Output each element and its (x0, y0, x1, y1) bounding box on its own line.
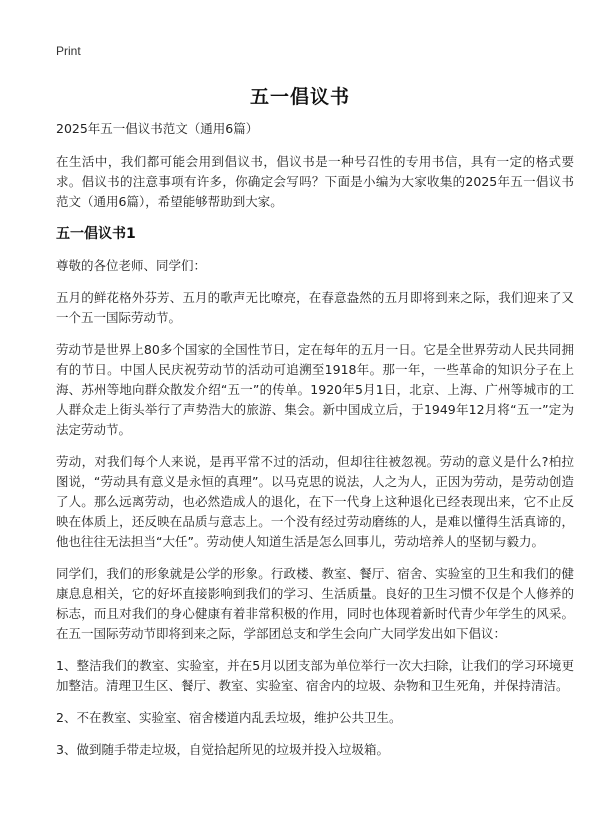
body-paragraph: 劳动节是世界上80多个国家的全国性节日，定在每年的五月一日。它是全世界劳动人民共同拥有的节日。中国人民庆祝劳动节的活动可追溯至1918年。那一年，一些革命的知识分子在上海、苏州等地向群众散发介绍“五一”的传单。1920年5月1日，北京、上海、广州等城市的工人群众走上街头举行了声势浩大的旅游、集会。新中国成立后，于1949年12月将“五一”定为法定劳动节。 (56, 342, 574, 437)
section-heading: 五一倡议书1 (56, 226, 136, 242)
greeting: 尊敬的各位老师、同学们： (56, 258, 207, 273)
proposal-item: 3、做到随手带走垃圾，自觉拾起所见的垃圾并投入垃圾箱。 (56, 742, 389, 757)
document-body (56, 120, 574, 772)
document-subtitle: 2025年五一倡议书范文（通用6篇） (56, 121, 259, 136)
body-paragraph: 同学们，我们的形象就是公学的形象。行政楼、教室、餐厅、宿舍、实验室的卫生和我们的健康息息相关，它的好坏直接影响到我们的学习、生活质量。良好的卫生习惯不仅是个人修养的标志，而且对我们的身心健康有着非常积极的作用，同时也体现着新时代青少年学生的风采。在五一国际劳动节即将到来之际，学部团总支和学生会向广大同学发出如下倡议： (56, 566, 574, 641)
body-paragraph: 五月的鲜花格外芬芳、五月的歌声无比嘹亮，在春意盎然的五月即将到来之际，我们迎来了又一个五一国际劳动节。 (56, 290, 574, 325)
print-link[interactable]: Print (56, 44, 81, 58)
page-title: 五一倡议书 (249, 86, 350, 108)
intro-paragraph: 在生活中，我们都可能会用到倡议书，倡议书是一种号召性的专用书信，具有一定的格式要求。倡议书的注意事项有许多，你确定会写吗？下面是小编为大家收集的2025年五一倡议书范文（通用6篇），希望能够帮助到大家。 (56, 154, 574, 209)
proposal-item: 1、整洁我们的教室、实验室，并在5月以团支部为单位举行一次大扫除，让我们的学习环境更加整洁。清理卫生区、餐厅、教室、实验室、宿舍内的垃圾、杂物和卫生死角，并保持清洁。 (56, 658, 574, 693)
body-paragraph: 劳动，对我们每个人来说，是再平常不过的活动，但却往往被忽视。劳动的意义是什么?柏拉图说，“劳动具有意义是永恒的真理”。以马克思的说法，人之为人，正因为劳动，是劳动创造了人。那么远离劳动，也必然造成人的退化，在下一代身上这种退化已经表现出来，它不止反映在体质上，还反映在品质与意志上。一个没有经过劳动磨练的人，是难以懂得生活真谛的，他也往往无法担当“大任”。劳动使人知道生活是怎么回事儿，劳动培养人的坚韧与毅力。 (56, 454, 574, 549)
proposal-item: 2、不在教室、实验室、宿舍楼道内乱丢垃圾，维护公共卫生。 (56, 710, 402, 725)
